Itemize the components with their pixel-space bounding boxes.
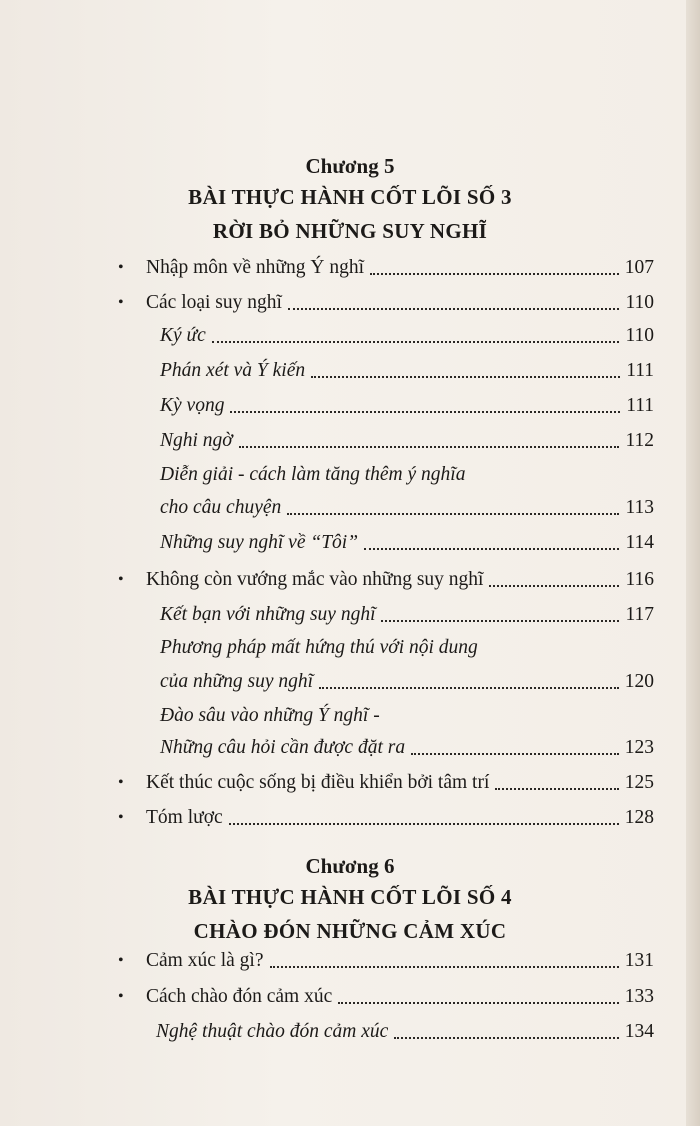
toc-entry-label: Kết bạn với những suy nghĩ xyxy=(160,604,376,625)
toc-entry-page: 125 xyxy=(624,772,654,793)
bullet: • xyxy=(118,294,124,311)
toc-entry-page: 134 xyxy=(624,1021,654,1042)
toc-entry-page: 107 xyxy=(624,257,654,278)
toc-entry-label: Nhập môn về những Ý nghĩ xyxy=(146,257,365,278)
toc-entry-label: Kết thúc cuộc sống bị điều khiển bởi tâm trí xyxy=(146,772,490,793)
dot-leader xyxy=(394,1037,618,1039)
toc-subentry[interactable] xyxy=(160,494,654,522)
chapter-5-heading xyxy=(0,152,700,248)
toc-subentry[interactable] xyxy=(160,427,654,455)
dot-leader xyxy=(230,411,620,413)
toc-entry[interactable] xyxy=(146,947,654,975)
toc-entry-page: 110 xyxy=(625,292,654,313)
toc-entry[interactable] xyxy=(146,566,654,594)
toc-entry-label: Những câu hỏi cần được đặt ra xyxy=(160,737,406,758)
toc-entry-label: Cảm xúc là gì? xyxy=(146,950,264,971)
toc-entry-page: 111 xyxy=(626,360,654,381)
toc-entry-label: Nghi ngờ xyxy=(160,430,233,451)
chapter-6-number: Chương 6 xyxy=(305,854,395,878)
toc-subentry[interactable] xyxy=(160,322,654,350)
chapter-6-title-line2: CHÀO ĐÓN NHỮNG CẢM XÚC xyxy=(193,919,507,943)
dot-leader xyxy=(311,376,620,378)
toc-subentry[interactable] xyxy=(160,601,654,629)
toc-entry-label: Những suy nghĩ về “Tôi” xyxy=(160,532,359,553)
dot-leader xyxy=(287,513,619,515)
dot-leader xyxy=(229,823,619,825)
bullet: • xyxy=(118,259,124,276)
dot-leader xyxy=(495,788,618,790)
chapter-5-title-line1: BÀI THỰC HÀNH CỐT LÕI SỐ 3 xyxy=(188,185,512,209)
toc-entry-label: Không còn vướng mắc vào những suy nghĩ xyxy=(146,569,484,590)
toc-subentry-line1: Đào sâu vào những Ý nghĩ - xyxy=(160,705,380,726)
toc-entry-page: 131 xyxy=(624,950,654,971)
toc-entry-page: 133 xyxy=(624,986,654,1007)
toc-entry-label: Các loại suy nghĩ xyxy=(146,292,282,313)
toc-entry[interactable] xyxy=(146,769,654,797)
toc-entry-page: 117 xyxy=(625,604,654,625)
toc-entry[interactable] xyxy=(146,804,654,832)
toc-subentry[interactable] xyxy=(160,392,654,420)
toc-entry[interactable] xyxy=(146,289,654,317)
dot-leader xyxy=(364,548,619,550)
dot-leader xyxy=(212,341,620,343)
toc-subentry-line1: Diễn giải - cách làm tăng thêm ý nghĩa xyxy=(160,464,466,485)
chapter-5-number: Chương 5 xyxy=(305,154,395,178)
chapter-6-heading xyxy=(0,852,700,948)
toc-entry[interactable] xyxy=(146,254,654,282)
toc-entry-page: 116 xyxy=(625,569,654,590)
toc-entry-page: 110 xyxy=(625,325,654,346)
bullet: • xyxy=(118,774,124,791)
toc-subentry[interactable] xyxy=(160,668,654,696)
toc-subentry[interactable] xyxy=(160,357,654,385)
dot-leader xyxy=(489,585,619,587)
toc-entry-label: cho câu chuyện xyxy=(160,497,282,518)
toc-entry-page: 123 xyxy=(624,737,654,758)
bullet: • xyxy=(118,571,124,588)
bullet: • xyxy=(118,809,124,826)
dot-leader xyxy=(270,966,619,968)
toc-entry-page: 113 xyxy=(625,497,654,518)
toc-entry-label: Tóm lược xyxy=(146,807,223,828)
dot-leader xyxy=(239,446,620,448)
dot-leader xyxy=(381,620,619,622)
toc-entry-label: của những suy nghĩ xyxy=(160,671,314,692)
toc-entry-page: 112 xyxy=(625,430,654,451)
toc-entry-label: Ký ức xyxy=(160,325,206,346)
toc-entry-page: 128 xyxy=(624,807,654,828)
toc-subentry[interactable] xyxy=(156,1018,654,1046)
dot-leader xyxy=(411,753,619,755)
dot-leader xyxy=(370,273,619,275)
chapter-6-title-line1: BÀI THỰC HÀNH CỐT LÕI SỐ 4 xyxy=(188,885,512,909)
bullet: • xyxy=(118,952,124,969)
toc-subentry[interactable] xyxy=(160,529,654,557)
toc-entry-label: Cách chào đón cảm xúc xyxy=(146,986,333,1007)
dot-leader xyxy=(319,687,619,689)
toc-entry-page: 120 xyxy=(624,671,654,692)
toc-entry-page: 111 xyxy=(626,395,654,416)
toc-entry[interactable] xyxy=(146,983,654,1011)
dot-leader xyxy=(288,308,620,310)
chapter-5-title-line2: RỜI BỎ NHỮNG SUY NGHĨ xyxy=(212,219,488,243)
dot-leader xyxy=(338,1002,618,1004)
toc-subentry-line1: Phương pháp mất hứng thú với nội dung xyxy=(160,637,478,658)
toc-entry-label: Phán xét và Ý kiến xyxy=(160,360,306,381)
toc-entry-label: Kỳ vọng xyxy=(160,395,225,416)
toc-entry-page: 114 xyxy=(625,532,654,553)
toc-entry-label: Nghệ thuật chào đón cảm xúc xyxy=(156,1021,389,1042)
bullet: • xyxy=(118,988,124,1005)
toc-subentry[interactable] xyxy=(160,734,654,762)
